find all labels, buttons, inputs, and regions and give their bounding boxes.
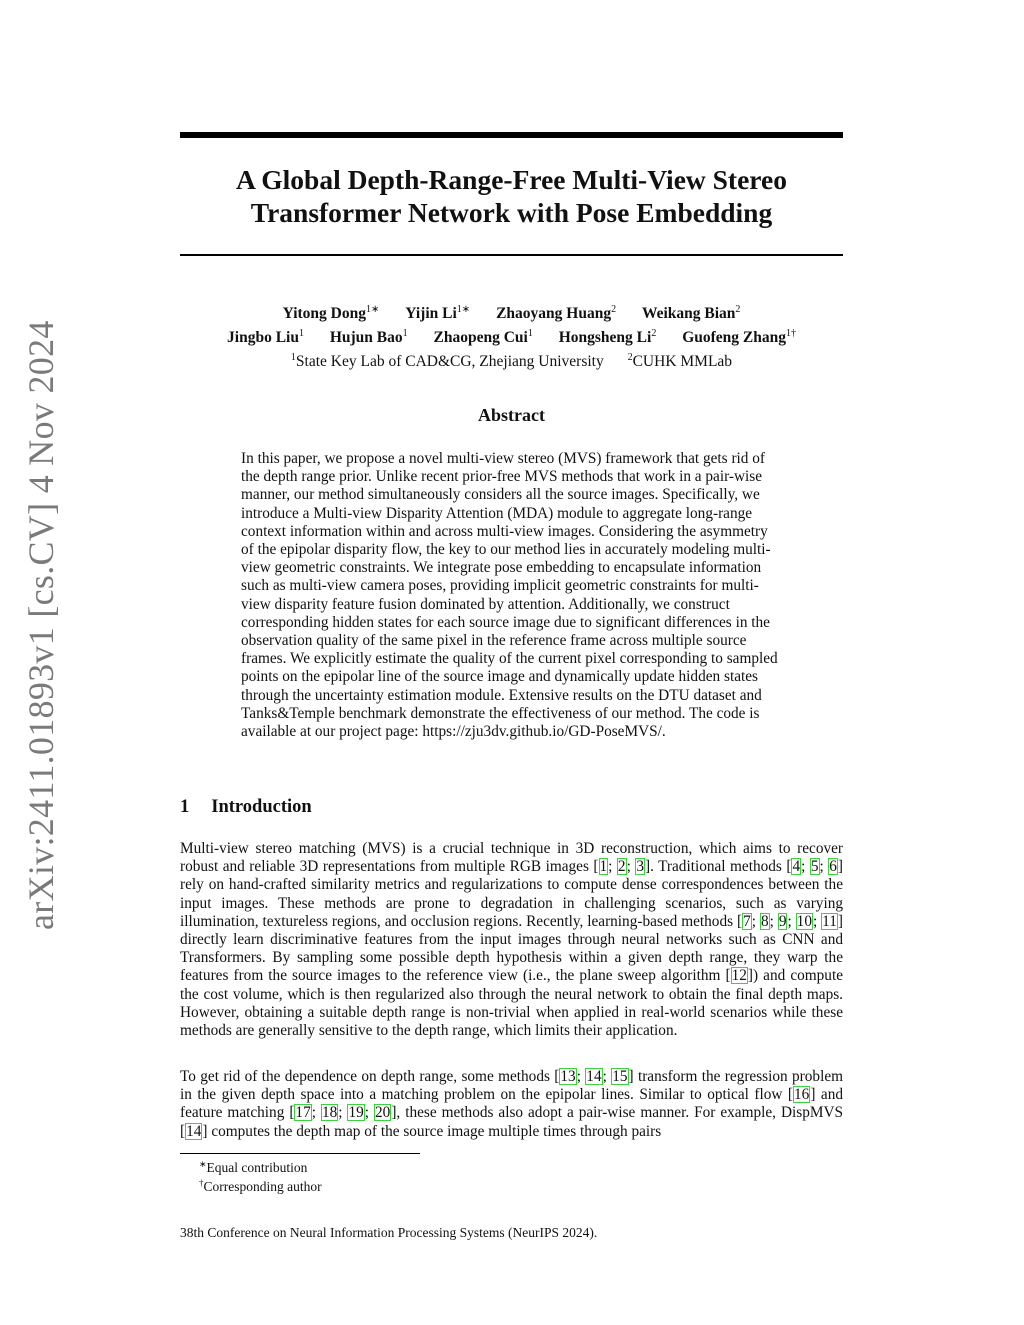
citation-link[interactable]: 10	[796, 912, 812, 930]
venue-note: 38th Conference on Neural Information Processing Systems (NeurIPS 2024).	[180, 1225, 598, 1240]
affiliation: $^1$State Key Lab of CAD&CG, Zhejiang University	[290, 352, 604, 370]
affiliations	[150, 348, 873, 372]
citation-link[interactable]: 11	[822, 912, 837, 930]
title-rule-top	[180, 132, 843, 138]
intro-paragraph-1: Multi-view stereo matching (MVS) is a crucial technique in 3D reconstruction, which aims to recover robust and reliable 3D representations from multiple RGB images [1; 2; 3]. Traditional methods [4; 5; 6] rely on hand-crafted similarity metrics and regularizations to compute dense correspondences between the input images. These methods are prone to degradation in challenging scenarios, such as varying illumination, textureless regions, and occlusion regions. Recently, learning-based methods [7; 8; 9; 10; 11] directly learn discriminative features from the input images through neural networks such as CNN and Transformers. By sampling some possible depth hypothesis within a given depth range, they warp the features from the source images to the reference view (i.e., the plane sweep algorithm [12]) and compute the cost volume, which is then regularized also through the neural network to obtain the final depth maps. However, obtaining a suitable depth range is non-trivial when applied in real-world scenarios while these methods are generally sensitive to the depth range, which limits their application.	[180, 840, 844, 1040]
citation-link[interactable]: 12	[731, 967, 747, 985]
author: Hongsheng Li$^2$	[558, 328, 657, 346]
author-row-2	[150, 324, 873, 348]
citation-link[interactable]: 14	[186, 1122, 202, 1140]
citation-link[interactable]: 18	[321, 1104, 338, 1122]
abstract-body: In this paper, we propose a novel multi-view stereo (MVS) framework that gets rid of the depth range prior. Unlike recent prior-free MVS methods that work in a pair-wise manner, our method simultaneously considers all the source images. Specifically, we introduce a Multi-view Disparity Attention (MDA) module to aggregate long-range context information within and across multi-view images. Considering the asymmetry of the epipolar disparity flow, the key to our method lies in accurately modeling multi-view geometric constraints. We integrate pose embedding to encapsulate information such as multi-view camera poses, providing implicit geometric constraints for multi-view disparity feature fusion dominated by attention. Additionally, we construct corresponding hidden states for each source image due to significant differences in the observation quality of the same pixel in the reference frame across multiple source frames. We explicitly estimate the quality of the current pixel corresponding to sampled points on the epipolar line of the source image and dynamically update hidden states through the uncertainty estimation module. Extensive results on the DTU dataset and Tanks&Temple benchmark demonstrate the effectiveness of our method. The code is available at our project page: https://zju3dv.github.io/GD-PoseMVS/.	[241, 450, 778, 741]
author: Zhaoyang Huang$^2$	[496, 304, 617, 322]
author-row-1	[150, 300, 873, 324]
author: Guofeng Zhang$^{1\dagger}$	[682, 328, 796, 346]
footnote-rule	[180, 1153, 420, 1154]
citation-link[interactable]: 3	[636, 858, 644, 876]
citation-link[interactable]: 8	[760, 912, 769, 930]
citation-link[interactable]: 13	[560, 1068, 576, 1085]
author: Hujun Bao$^1$	[329, 328, 408, 346]
author-block	[150, 300, 873, 372]
intro-paragraph-2: To get rid of the dependence on depth range, some methods [13; 14; 15] transform the regression problem in the given depth space into a matching problem on the epipolar lines. Similar to optical flow [16] and feature matching [17; 18; 19; 20], these methods also adopt a pair-wise manner. For example, DispMVS [14] computes the depth map of the source image multiple times through pairs	[180, 1068, 844, 1140]
footnote: †Corresponding author	[199, 1178, 322, 1194]
author: Weikang Bian$^2$	[641, 304, 741, 322]
title-line-1: A Global Depth-Range-Free Multi-View Stereo	[236, 164, 787, 195]
citation-link[interactable]: 17	[295, 1104, 311, 1122]
citation-link[interactable]: 5	[810, 858, 819, 876]
citation-link[interactable]: 15	[612, 1068, 628, 1085]
abstract-heading: Abstract	[478, 405, 545, 425]
citation-link[interactable]: 19	[348, 1104, 364, 1122]
section-heading: 1 Introduction	[180, 797, 312, 817]
title-line-2: Transformer Network with Pose Embedding	[250, 197, 773, 228]
citation-link[interactable]: 20	[375, 1104, 391, 1122]
paper-title	[180, 163, 843, 229]
citation-link[interactable]: 7	[743, 912, 751, 930]
author: Zhaopeng Cui$^1$	[433, 328, 533, 346]
citation-link[interactable]: 9	[778, 912, 787, 930]
arxiv-stamp: arXiv:2411.01893v1 [cs.CV] 4 Nov 2024	[21, 320, 61, 930]
citation-link[interactable]: 4	[792, 858, 801, 876]
author: Jingbo Liu$^1$	[227, 328, 304, 346]
citation-link[interactable]: 6	[829, 858, 837, 876]
footnote: ∗Equal contribution	[199, 1159, 308, 1175]
title-rule-bottom	[180, 254, 843, 256]
citation-link[interactable]: 2	[617, 858, 626, 876]
citation-link[interactable]: 16	[794, 1086, 810, 1104]
citation-link[interactable]: 14	[586, 1068, 602, 1085]
author: Yitong Dong$^{1∗}$	[282, 304, 380, 322]
affiliation: $^2$CUHK MMLab	[627, 352, 733, 370]
author: Yijin $Li^{1∗}$	[405, 304, 471, 322]
citation-link[interactable]: 1	[599, 858, 608, 876]
